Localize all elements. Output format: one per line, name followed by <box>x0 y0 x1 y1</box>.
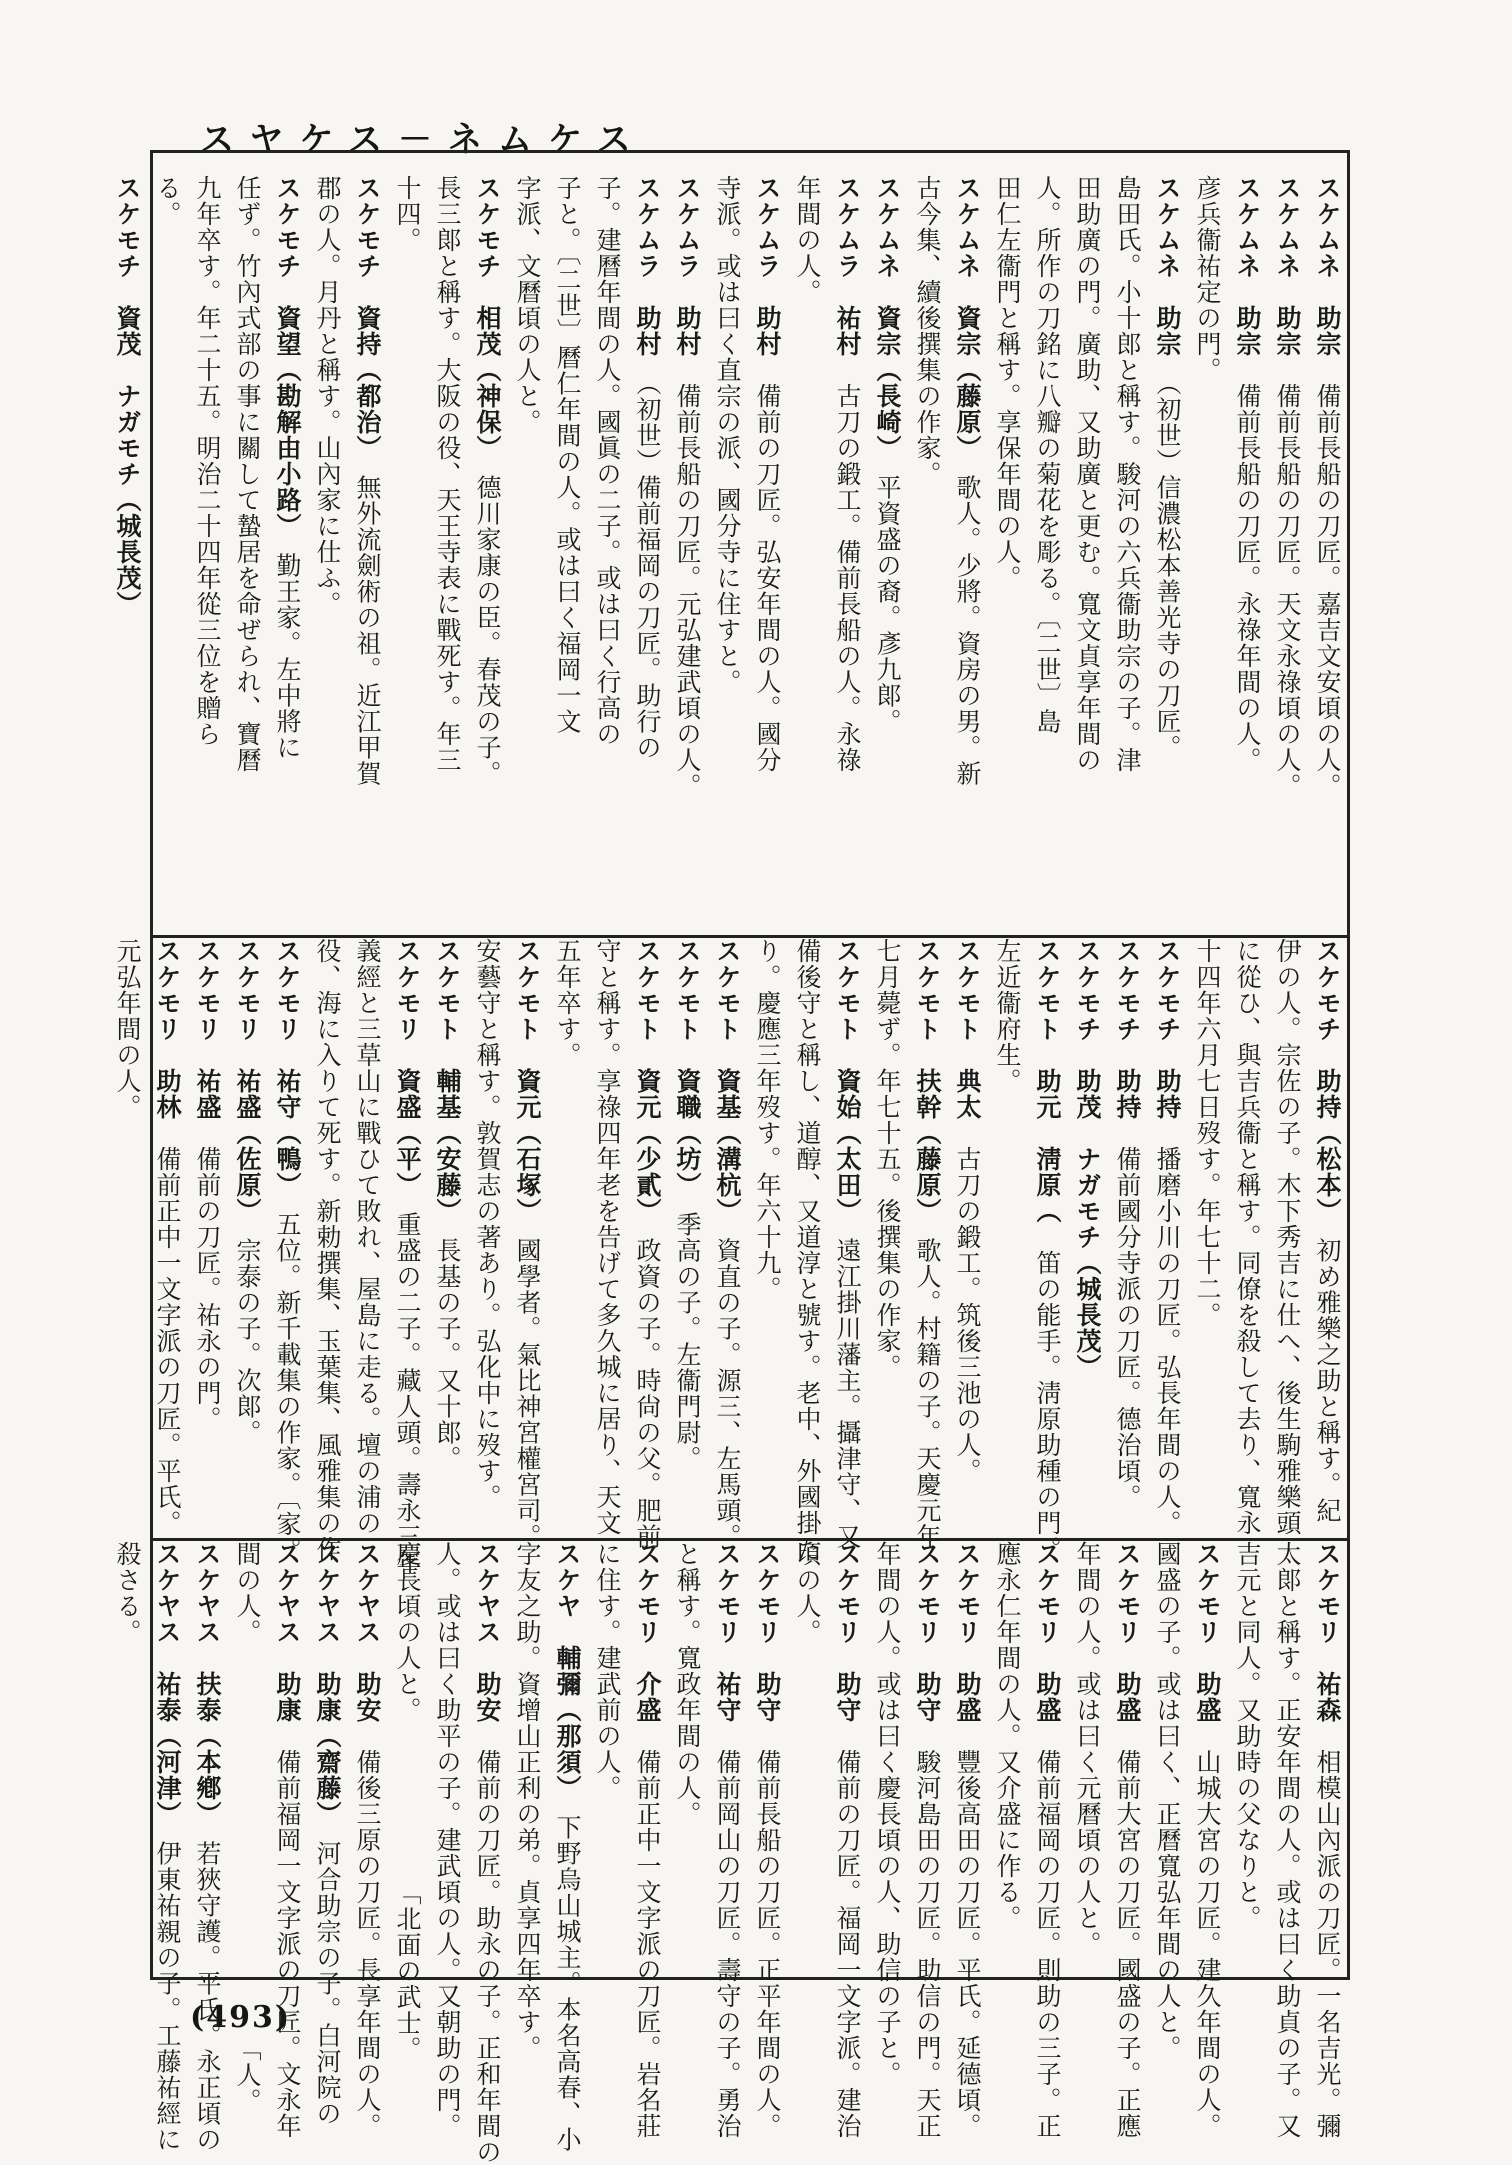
entry-text: 季高の子。左衞門尉。 <box>673 1211 702 1472</box>
text-column <box>267 938 307 1563</box>
entry-text: 備前の刀匠。福岡一文字派。建治 <box>833 1749 862 2139</box>
entry-headword: スケムラ 助村 <box>633 175 662 383</box>
entry-text: 豐後高田の刀匠。平氏。延德頃。 <box>953 1749 982 2139</box>
entry-headword: スケモチ 資茂 ナガモチ（城長茂） <box>113 175 142 631</box>
entry-text: 若狹守護。平氏。永正頃の <box>193 1840 222 2153</box>
entry-text: 子と。〔二世〕曆仁年間の人。或は曰く福岡一文 <box>553 175 582 735</box>
entry-text: 備前長船の刀匠。永祿年間の人。 <box>1233 383 1262 773</box>
text-column <box>667 1541 707 1971</box>
text-column <box>587 938 627 1538</box>
text-column <box>907 175 947 935</box>
entry-text: 子。建曆年間の人。國眞の二子。或は曰く行高の <box>593 175 622 747</box>
entry-text: 德川家康の臣。春茂の子。 <box>473 474 502 787</box>
text-band-top <box>113 175 1347 938</box>
entry-headword: スケモリ 助守 <box>913 1541 942 1749</box>
entry-text: 備前長船の刀匠。正平年間の人。 <box>753 1749 782 2139</box>
text-column <box>1267 175 1307 935</box>
entry-text: 九年卒す。年二十五。明治二十四年從三位を贈ら <box>193 175 222 747</box>
entry-text: に住す。建武前の人。 <box>593 1541 622 1801</box>
entry-text: 古刀の鍛工。筑後三池の人。 <box>953 1146 982 1484</box>
text-column <box>387 938 427 1576</box>
text-column <box>147 1541 187 2153</box>
text-column <box>867 1541 907 2087</box>
entry-text: 役、海に入りて死す。新勅撰集、玉葉集、風雅集の作 <box>313 938 342 1562</box>
text-column <box>547 1541 587 2153</box>
entry-headword: スケモト 資始（太田） <box>833 938 862 1238</box>
entry-text: 備前長船の刀匠。嘉吉文安頃の人。 <box>1313 383 1342 799</box>
entry-text: 備前の刀匠。祐永の門。 <box>193 1146 222 1432</box>
text-column <box>427 938 467 1538</box>
entry-headword: スケヤス 助康 <box>273 1541 302 1749</box>
text-column <box>667 175 707 935</box>
entry-text: 長三郞と稱す。大阪の役、天王寺表に戰死す。年三 <box>433 175 462 773</box>
text-column <box>1027 938 1067 1562</box>
entry-text: 備前大宮の刀匠。國盛の子。正應 <box>1113 1749 1142 2139</box>
text-column <box>587 175 627 935</box>
entry-text: 年間の人。 <box>793 175 822 305</box>
entry-headword: スケムネ 資宗（藤原） <box>953 175 982 475</box>
entry-text: 元弘年間の人。 <box>113 938 142 1120</box>
entry-text: に從ひ、與吉兵衞と稱す。同僚を殺して去り、寬永 <box>1233 938 1262 1536</box>
text-column <box>1307 1541 1347 2139</box>
text-column <box>747 938 787 1538</box>
text-column <box>187 938 227 1538</box>
text-column <box>907 1541 947 2139</box>
entry-headword: スケヤス 扶泰（本鄕） <box>193 1541 222 1841</box>
text-column <box>707 1541 747 2139</box>
text-column <box>867 175 907 935</box>
entry-text: 安藝守と稱す。敦賀志の著あり。弘化中に歿す。 <box>473 938 502 1510</box>
text-column <box>1227 175 1267 935</box>
entry-headword: スケモト 典太 <box>953 938 982 1146</box>
entry-text: 伊東祐親の子。工藤祐經に <box>153 1840 182 2153</box>
text-column <box>147 938 187 1538</box>
entry-headword: スケムネ 助宗 <box>1153 175 1182 383</box>
text-column <box>1027 1541 1067 2139</box>
text-column <box>347 175 387 935</box>
entry-text: 平資盛の裔。彥九郞。 <box>873 474 902 735</box>
entry-headword: スケムネ 資宗（長崎） <box>873 175 902 475</box>
entry-headword: スケモチ 助持（松本） <box>1313 938 1342 1238</box>
entry-text: 山城大宮の刀匠。建久年間の人。 <box>1193 1749 1222 2139</box>
entry-headword: スケヤス 助安 <box>473 1541 502 1749</box>
entry-text: 下野烏山城主。本名高春、小 <box>553 1814 582 2153</box>
entry-text: 備前福岡一文字派の刀匠。文永年 <box>273 1749 302 2139</box>
text-column <box>427 1541 467 2139</box>
entry-headword: スケモチ 助茂 ナガモチ（城長茂） <box>1073 938 1102 1394</box>
entry-text: 年間の人。或は曰く慶長頃の人、助信の子と。 <box>873 1541 902 2087</box>
entry-text: 備前の刀匠。助永の子。正和年間の <box>473 1749 502 2165</box>
entry-headword: スケモリ 助守 <box>753 1541 782 1749</box>
text-column <box>107 938 147 1538</box>
text-column <box>987 938 1027 1538</box>
entry-headword: スケモリ 資盛（平） <box>393 938 422 1212</box>
text-column <box>147 175 187 935</box>
text-column <box>267 1541 307 2139</box>
entry-text: 重盛の二子。藏人頭。壽永三年 <box>393 1211 422 1576</box>
entry-headword: スケモチ 相茂（神保） <box>473 175 502 475</box>
entry-text: 歌人。村籍の子。天慶元年 <box>913 1237 942 1550</box>
text-column <box>827 1541 867 2139</box>
entry-headword: スケモト 資元（石塚） <box>513 938 542 1238</box>
entry-headword: スケモト 輔基（安藤） <box>433 938 462 1238</box>
text-column <box>1147 1541 1187 2061</box>
entry-text: 任ず。竹內式部の事に關して蟄居を命ぜられ、寶曆 <box>233 175 262 773</box>
entry-headword: スケモト 助元 淸原（ <box>1033 938 1062 1250</box>
text-column <box>747 1541 787 2139</box>
entry-text: 備前福岡の刀匠。則助の三子。正 <box>1033 1749 1062 2139</box>
entry-headword: スケムネ 助宗 <box>1273 175 1302 383</box>
text-column <box>387 175 427 935</box>
text-column <box>827 175 867 935</box>
entry-headword: スケヤス 祐泰（河津） <box>153 1541 182 1841</box>
text-column <box>307 1541 347 2127</box>
text-column <box>907 938 947 1550</box>
text-column <box>1227 938 1267 1538</box>
entry-headword: スケモリ 祐森 <box>1313 1541 1342 1749</box>
entry-headword: スケヤス 助安 <box>353 1541 382 1749</box>
text-column <box>1067 938 1107 1538</box>
entry-text: 七月薨ず。年七十五。後撰集の作家。 <box>873 938 902 1380</box>
entry-text: 備後守と稱し、道醇、又道淳と號す。老中、外國掛た <box>793 938 822 1562</box>
text-column <box>1147 938 1187 1538</box>
text-column <box>387 1541 427 2062</box>
entry-headword: スケモチ 資望（勘解由小路） <box>273 175 302 553</box>
text-band-middle <box>113 938 1347 1576</box>
text-column <box>627 175 667 935</box>
text-column <box>1107 1541 1147 2139</box>
entry-text: 五年卒す。 <box>553 938 582 1068</box>
text-column <box>507 1541 547 2061</box>
entry-headword: スケモリ 祐盛 <box>193 938 222 1146</box>
text-column <box>627 1541 667 2139</box>
running-head: スヤケス－ネムケス <box>200 120 647 160</box>
entry-headword: スケモリ 助盛 <box>1193 1541 1222 1749</box>
entry-text: 十四年六月七日歿す。年七十二。 <box>1193 938 1222 1328</box>
entry-text: 太郞と稱す。正安年間の人。或は曰く助貞の子。又 <box>1273 1541 1302 2139</box>
text-column <box>587 1541 627 1971</box>
text-column <box>347 938 387 1538</box>
text-column <box>107 175 147 935</box>
entry-text: 田助廣の門。廣助、又助廣と更む。寬文貞享年間の <box>1073 175 1102 773</box>
text-column <box>507 175 547 935</box>
entry-text: 國學者。氣比神宮權宮司。 <box>513 1237 542 1550</box>
text-column <box>267 175 307 935</box>
entry-text: と稱す。寬政年間の人。 <box>673 1541 702 1827</box>
entry-text: 年間の人。或は曰く元曆頃の人と。 <box>1073 1541 1102 1957</box>
text-column <box>987 175 1027 935</box>
entry-headword: スケモリ 助守 <box>833 1541 862 1749</box>
text-column <box>547 938 587 1538</box>
entry-headword: スケムラ 助村 <box>673 175 702 383</box>
entry-text: （初世）備前福岡の刀匠。助行の <box>633 383 662 761</box>
entry-text: 備前の刀匠。弘安年間の人。國分 <box>753 383 782 773</box>
text-column <box>707 175 747 935</box>
entry-text: 島田氏。小十郎と稱す。駿河の六兵衞助宗の子。津 <box>1113 175 1142 773</box>
text-column <box>227 938 267 1538</box>
entry-headword: スケモリ 祐守 <box>713 1541 742 1749</box>
text-column <box>787 1541 827 1971</box>
entry-headword: スケムラ 助村 <box>753 175 782 383</box>
text-column <box>1307 938 1347 1538</box>
text-column <box>947 175 987 935</box>
entry-text: 應永仁年間の人。又介盛に作る。 <box>993 1541 1022 1931</box>
entry-text: 國盛の子。或は曰く、正曆寬弘年間の人と。 <box>1153 1541 1182 2061</box>
text-column <box>627 938 667 1550</box>
text-column <box>187 1541 227 2153</box>
entry-headword: スケモチ 資持（都治） <box>353 175 382 475</box>
entry-text: 相模山內派の刀匠。一名吉光。彌 <box>1313 1749 1342 2139</box>
entry-headword: スケモリ 助盛 <box>1033 1541 1062 1749</box>
entry-headword: スケモト 資職（坊） <box>673 938 702 1212</box>
entry-text: 伊の人。宗佐の子。木下秀吉に仕へ、後生駒雅樂頭 <box>1273 938 1302 1536</box>
entry-headword: スケモリ 助盛 <box>1113 1541 1142 1749</box>
entry-text: 古今集、續後撰集の作家。 <box>913 175 942 487</box>
text-column <box>1107 938 1147 1538</box>
entry-text: 郡の人。月丹と稱す。山內家に仕ふ。 <box>313 175 342 617</box>
entry-headword: スケヤ 輔彌（那須） <box>553 1541 582 1815</box>
text-column <box>1267 938 1307 1538</box>
entry-text: 寺派。或は曰く直宗の派、國分寺に住すと。 <box>713 175 742 695</box>
entry-text: 字派、文曆頃の人と。 <box>513 175 542 435</box>
entry-text: 間の人。 「人。 <box>233 1541 262 2114</box>
entry-text: 慶長頃の人と。 「北面の武士。 <box>393 1541 422 2062</box>
entry-text: 守と稱す。享祿四年老を告げて多久城に居り、天文 <box>593 938 622 1536</box>
entry-text: 勤王家。左中將に <box>273 552 302 761</box>
entry-text: 無外流劍術の祖。近江甲賀 <box>353 474 382 787</box>
entry-headword: スケモリ 祐守（鴨） <box>273 938 302 1212</box>
text-column <box>1267 1541 1307 2139</box>
entry-text: 政資の子。時尙の父。肥前 <box>633 1237 662 1550</box>
text-column <box>307 938 347 1562</box>
entry-text: （初世）信濃松本善光寺の刀匠。 <box>1153 383 1182 761</box>
text-column <box>867 938 907 1538</box>
entry-headword: スケムネ 助宗 <box>1233 175 1262 383</box>
text-column <box>707 938 747 1550</box>
text-column <box>227 1541 267 2114</box>
text-column <box>307 175 347 935</box>
entry-headword: スケモチ 助持 <box>1153 938 1182 1146</box>
entry-text: 河合助宗の子。白河院の <box>313 1840 342 2127</box>
text-column <box>507 938 547 1550</box>
text-column <box>1147 175 1187 935</box>
entry-text: 宗泰の子。次郞。 <box>233 1237 262 1446</box>
text-column <box>987 1541 1027 1971</box>
entry-text: 備前岡山の刀匠。壽守の子。勇治 <box>713 1749 742 2139</box>
text-column <box>947 1541 987 2139</box>
entry-headword: スケモト 扶幹（藤原） <box>913 938 942 1238</box>
text-column <box>947 938 987 1538</box>
text-column <box>187 175 227 935</box>
text-column <box>787 175 827 935</box>
entry-text: 田仁左衞門と稱す。享保年間の人。 <box>993 175 1022 591</box>
entry-text: 備前長船の刀匠。天文永祿頃の人。 <box>1273 383 1302 799</box>
text-column <box>107 1541 147 1971</box>
entry-text: 殺さる。 <box>113 1541 142 1645</box>
entry-text: 長基の子。又十郎。 <box>433 1237 462 1472</box>
entry-text: 人。或は曰く助平の子。建武頃の人。又朝助の門。 <box>433 1541 462 2139</box>
entry-text: 彦兵衞祐定の門。 <box>1193 175 1222 383</box>
entry-headword: スケモリ 助盛 <box>953 1541 982 1749</box>
entry-headword: スケモト 資基（溝杭） <box>713 938 742 1238</box>
text-column <box>1067 1541 1107 1971</box>
entry-headword: スケムラ 祐村 <box>833 175 862 383</box>
entry-text: 十四。 <box>393 175 422 253</box>
text-column <box>227 175 267 935</box>
text-column <box>1067 175 1107 935</box>
text-column <box>827 938 867 1550</box>
entry-text: 古刀の鍛工。備前長船の人。永祿 <box>833 383 862 773</box>
text-column <box>1187 1541 1227 2139</box>
text-column <box>1107 175 1147 935</box>
entry-headword: スケモリ 介盛 <box>633 1541 662 1749</box>
entry-text: る。 <box>153 175 182 227</box>
text-column <box>427 175 467 935</box>
text-column <box>667 938 707 1538</box>
text-column <box>467 938 507 1538</box>
text-column <box>467 1541 507 2165</box>
entry-text: 人。所作の刀銘に八瓣の菊花を彫る。〔二世〕島 <box>1033 175 1062 735</box>
text-column <box>787 938 827 1562</box>
entry-text: 駿河島田の刀匠。助信の門。天正 <box>913 1749 942 2139</box>
entry-text: 頃の人。 <box>793 1541 822 1645</box>
entry-text: 資直の子。源三、左馬頭。 <box>713 1237 742 1550</box>
entry-text: 備前正中一文字派の刀匠。岩名莊 <box>633 1749 662 2139</box>
entry-text: 備後三原の刀匠。長享年間の人。 <box>353 1749 382 2139</box>
entry-text: 五位。新千載集の作家。〔家。 <box>273 1211 302 1563</box>
entry-headword: スケヤス 助康（齋藤） <box>313 1541 342 1841</box>
entry-text: 初め雅樂之助と稱す。紀 <box>1313 1237 1342 1524</box>
entry-text: 播磨小川の刀匠。弘長年間の人。 <box>1153 1146 1182 1536</box>
entry-text: 吉元と同人。又助時の父なりと。 <box>1233 1541 1262 1931</box>
entry-text: 字友之助。資增山正利の弟。貞享四年卒す。 <box>513 1541 542 2061</box>
entry-headword: スケモト 資元（少貳） <box>633 938 662 1238</box>
page-number: (493) <box>190 2000 292 2035</box>
entry-headword: スケモチ 助持 <box>1113 938 1142 1146</box>
entry-text: 備前國分寺派の刀匠。德治頃。 <box>1113 1146 1142 1510</box>
entry-text: 備前正中一文字派の刀匠。平氏。 <box>153 1146 182 1536</box>
text-column <box>1187 175 1227 935</box>
entry-headword: スケモリ 助林 <box>153 938 182 1146</box>
text-column <box>1227 1541 1267 1971</box>
entry-text: 笛の能手。淸原助種の門。 <box>1033 1250 1062 1562</box>
entry-text: 備前長船の刀匠。元弘建武頃の人。 <box>673 383 702 799</box>
text-column <box>347 1541 387 2139</box>
text-column <box>1027 175 1067 935</box>
text-column <box>467 175 507 935</box>
entry-text: 義經と三草山に戰ひて敗れ、屋島に走る。壇の浦の <box>353 938 382 1536</box>
text-column <box>1187 938 1227 1538</box>
entry-text: り。慶應三年歿す。年六十九。 <box>753 938 782 1302</box>
entry-text: 左近衞府生。 <box>993 938 1022 1094</box>
entry-text: 遠江掛川藩主。攝津守、又 <box>833 1237 862 1550</box>
entry-headword: スケモリ 祐盛（佐原） <box>233 938 262 1238</box>
entry-headword: スケムネ 助宗 <box>1313 175 1342 383</box>
entry-text: 歌人。少將。資房の男。新 <box>953 474 982 787</box>
text-column <box>747 175 787 935</box>
text-column <box>547 175 587 935</box>
text-column <box>1307 175 1347 935</box>
